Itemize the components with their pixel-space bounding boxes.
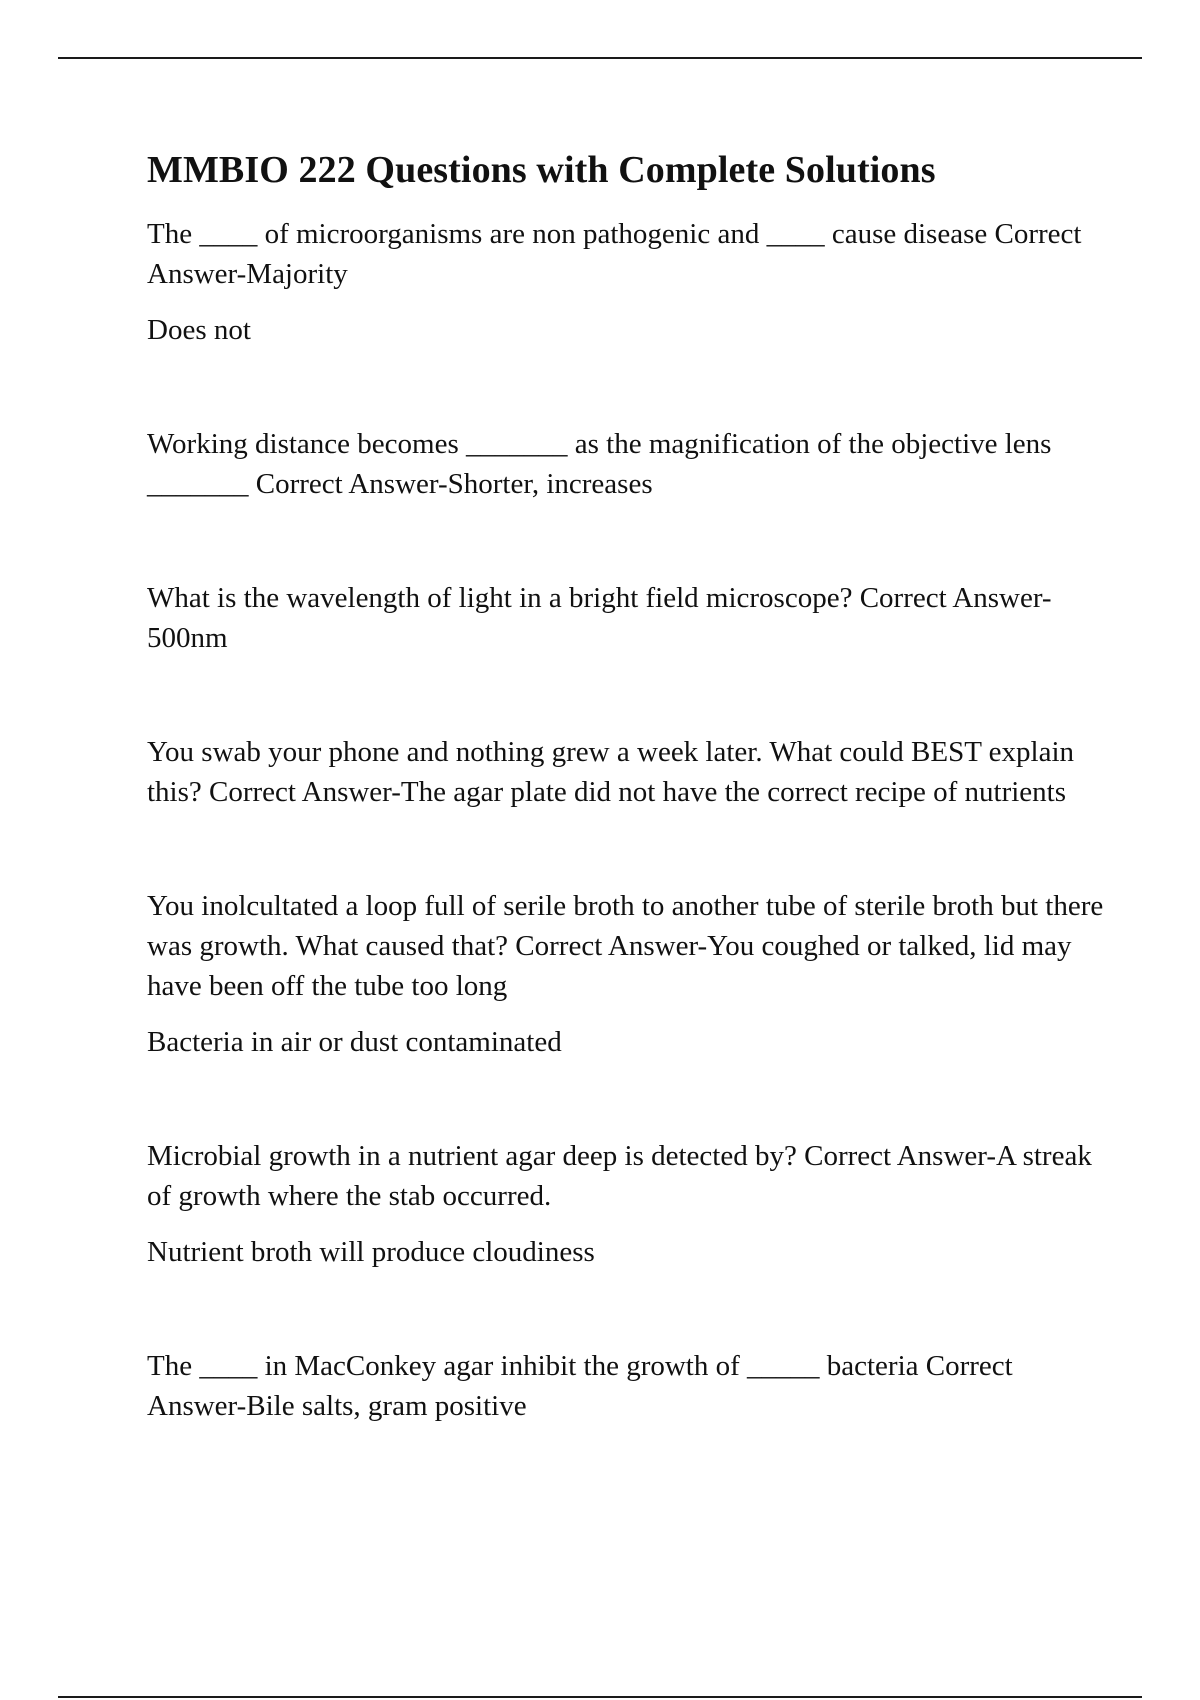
qa-item-6 bbox=[147, 1136, 1107, 1272]
qa-item-1 bbox=[147, 214, 1107, 350]
top-rule bbox=[58, 57, 1142, 59]
qa-extra: Does not bbox=[147, 314, 251, 346]
qa-item-7 bbox=[147, 1346, 1107, 1426]
qa-text: Microbial growth in a nutrient agar deep is detected by? Correct Answer-A streak of growth where the stab occurred. bbox=[147, 1140, 1092, 1212]
qa-text: What is the wavelength of light in a bright field microscope? Correct Answer-500nm bbox=[147, 582, 1052, 654]
bottom-rule bbox=[58, 1696, 1142, 1698]
qa-item-5 bbox=[147, 886, 1107, 1062]
qa-item-2 bbox=[147, 424, 1107, 504]
page-title: MMBIO 222 Questions with Complete Solutions bbox=[147, 149, 936, 191]
qa-text: The ____ of microorganisms are non pathogenic and ____ cause disease Correct Answer-Majority bbox=[147, 218, 1082, 290]
qa-item-4 bbox=[147, 732, 1107, 812]
qa-text: You swab your phone and nothing grew a week later. What could BEST explain this? Correct Answer-The agar plate did not have the correct recipe of nutrients bbox=[147, 736, 1075, 808]
qa-text: The ____ in MacConkey agar inhibit the growth of _____ bacteria Correct Answer-Bile salts, gram positive bbox=[147, 1350, 1013, 1422]
qa-text: Working distance becomes _______ as the magnification of the objective lens _______ Correct Answer-Shorter, increases bbox=[147, 428, 1052, 500]
document-body bbox=[147, 140, 1107, 1500]
qa-text: You inolcultated a loop full of serile broth to another tube of sterile broth but there was growth. What caused that? Correct Answer-You coughed or talked, lid may have been off the tube too long bbox=[147, 890, 1104, 1002]
qa-item-3 bbox=[147, 578, 1107, 658]
qa-extra: Nutrient broth will produce cloudiness bbox=[147, 1236, 595, 1268]
qa-extra: Bacteria in air or dust contaminated bbox=[147, 1026, 562, 1058]
